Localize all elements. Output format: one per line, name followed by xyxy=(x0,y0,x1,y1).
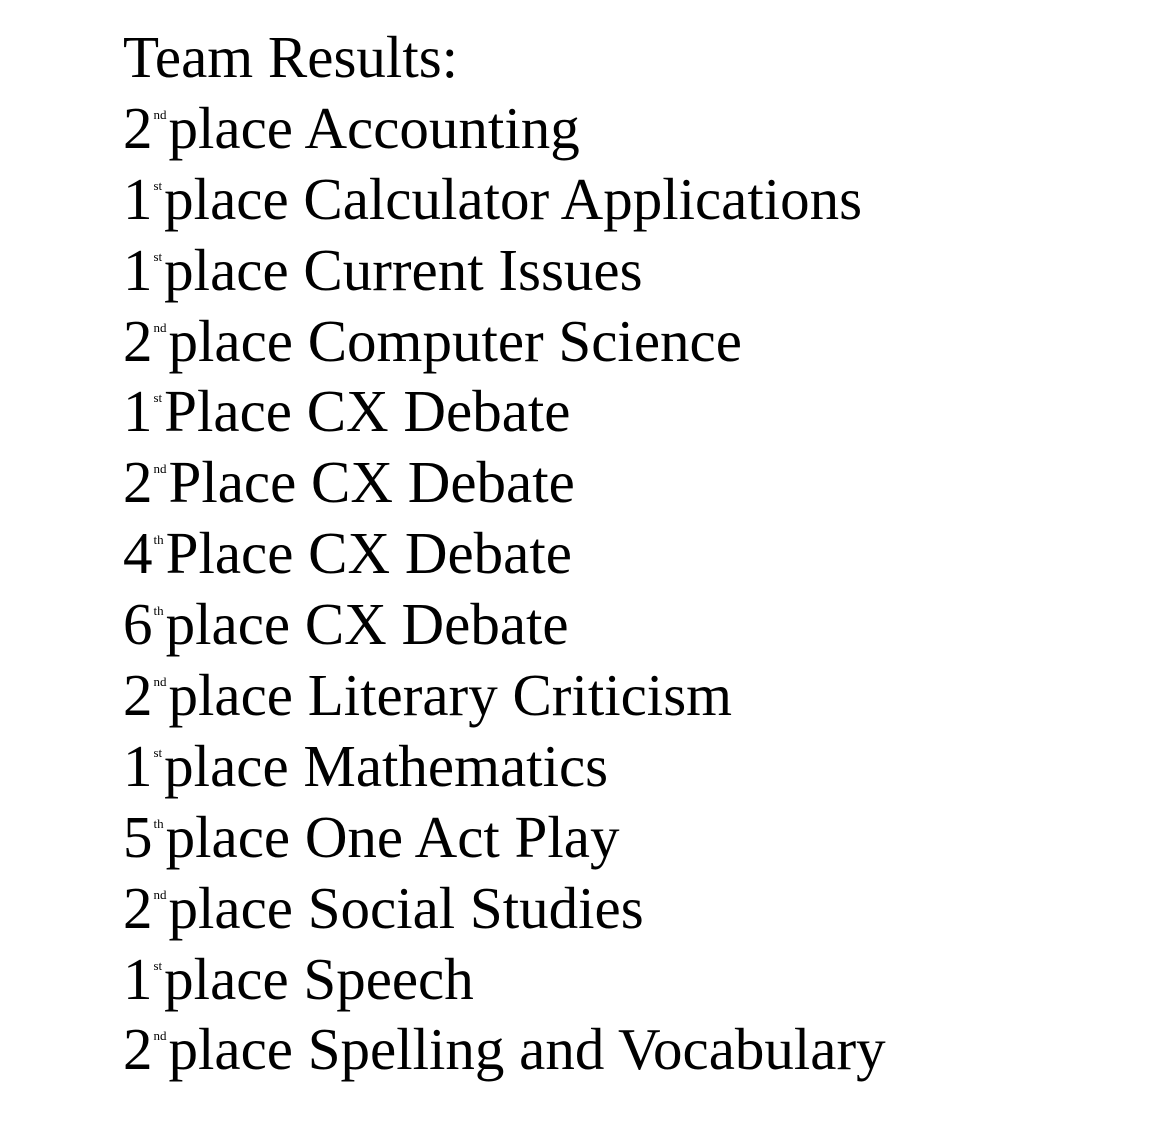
result-text: place Mathematics xyxy=(164,732,609,799)
ordinal-suffix: nd xyxy=(153,1028,167,1044)
result-line xyxy=(123,660,886,731)
ordinal-suffix: st xyxy=(153,744,163,760)
placement-number: 1 xyxy=(123,378,153,445)
result-line xyxy=(123,731,886,802)
result-line xyxy=(123,376,886,447)
result-line xyxy=(123,873,886,944)
result-text: Place CX Debate xyxy=(168,449,575,516)
ordinal-suffix: nd xyxy=(153,106,167,122)
result-text: place Accounting xyxy=(168,94,580,161)
placement-number: 6 xyxy=(123,591,153,658)
result-text: place Literary Criticism xyxy=(168,662,733,729)
result-text: place Social Studies xyxy=(168,874,644,941)
results-list xyxy=(123,93,886,1085)
result-text: place Spelling and Vocabulary xyxy=(168,1016,886,1083)
result-text: Place CX Debate xyxy=(164,378,571,445)
result-line xyxy=(123,235,886,306)
result-line xyxy=(123,306,886,377)
placement-number: 1 xyxy=(123,165,153,232)
ordinal-suffix: nd xyxy=(153,886,167,902)
placement-number: 2 xyxy=(123,874,153,941)
placement-number: 4 xyxy=(123,520,153,587)
ordinal-suffix: th xyxy=(153,603,164,619)
ordinal-suffix: st xyxy=(153,177,163,193)
placement-number: 1 xyxy=(123,945,153,1012)
ordinal-suffix: nd xyxy=(153,461,167,477)
result-line xyxy=(123,1014,886,1085)
placement-number: 2 xyxy=(123,1016,153,1083)
placement-number: 2 xyxy=(123,449,153,516)
result-text: Place CX Debate xyxy=(165,520,572,587)
result-line xyxy=(123,518,886,589)
results-document xyxy=(123,22,886,1085)
heading: Team Results: xyxy=(123,24,459,90)
result-line xyxy=(123,164,886,235)
placement-number: 1 xyxy=(123,236,153,303)
ordinal-suffix: nd xyxy=(153,319,167,335)
ordinal-suffix: st xyxy=(153,390,163,406)
result-text: place Calculator Applications xyxy=(164,165,863,232)
ordinal-suffix: st xyxy=(153,248,163,264)
result-text: place Computer Science xyxy=(168,307,742,374)
result-line xyxy=(123,589,886,660)
result-line xyxy=(123,802,886,873)
result-text: place Speech xyxy=(164,945,474,1012)
ordinal-suffix: th xyxy=(153,815,164,831)
placement-number: 2 xyxy=(123,307,153,374)
result-text: place CX Debate xyxy=(165,591,569,658)
ordinal-suffix: th xyxy=(153,532,164,548)
placement-number: 1 xyxy=(123,732,153,799)
result-line xyxy=(123,447,886,518)
result-text: place One Act Play xyxy=(165,803,620,870)
result-text: place Current Issues xyxy=(164,236,643,303)
ordinal-suffix: st xyxy=(153,957,163,973)
ordinal-suffix: nd xyxy=(153,674,167,690)
result-line xyxy=(123,93,886,164)
placement-number: 5 xyxy=(123,803,153,870)
placement-number: 2 xyxy=(123,662,153,729)
placement-number: 2 xyxy=(123,94,153,161)
result-line xyxy=(123,944,886,1015)
